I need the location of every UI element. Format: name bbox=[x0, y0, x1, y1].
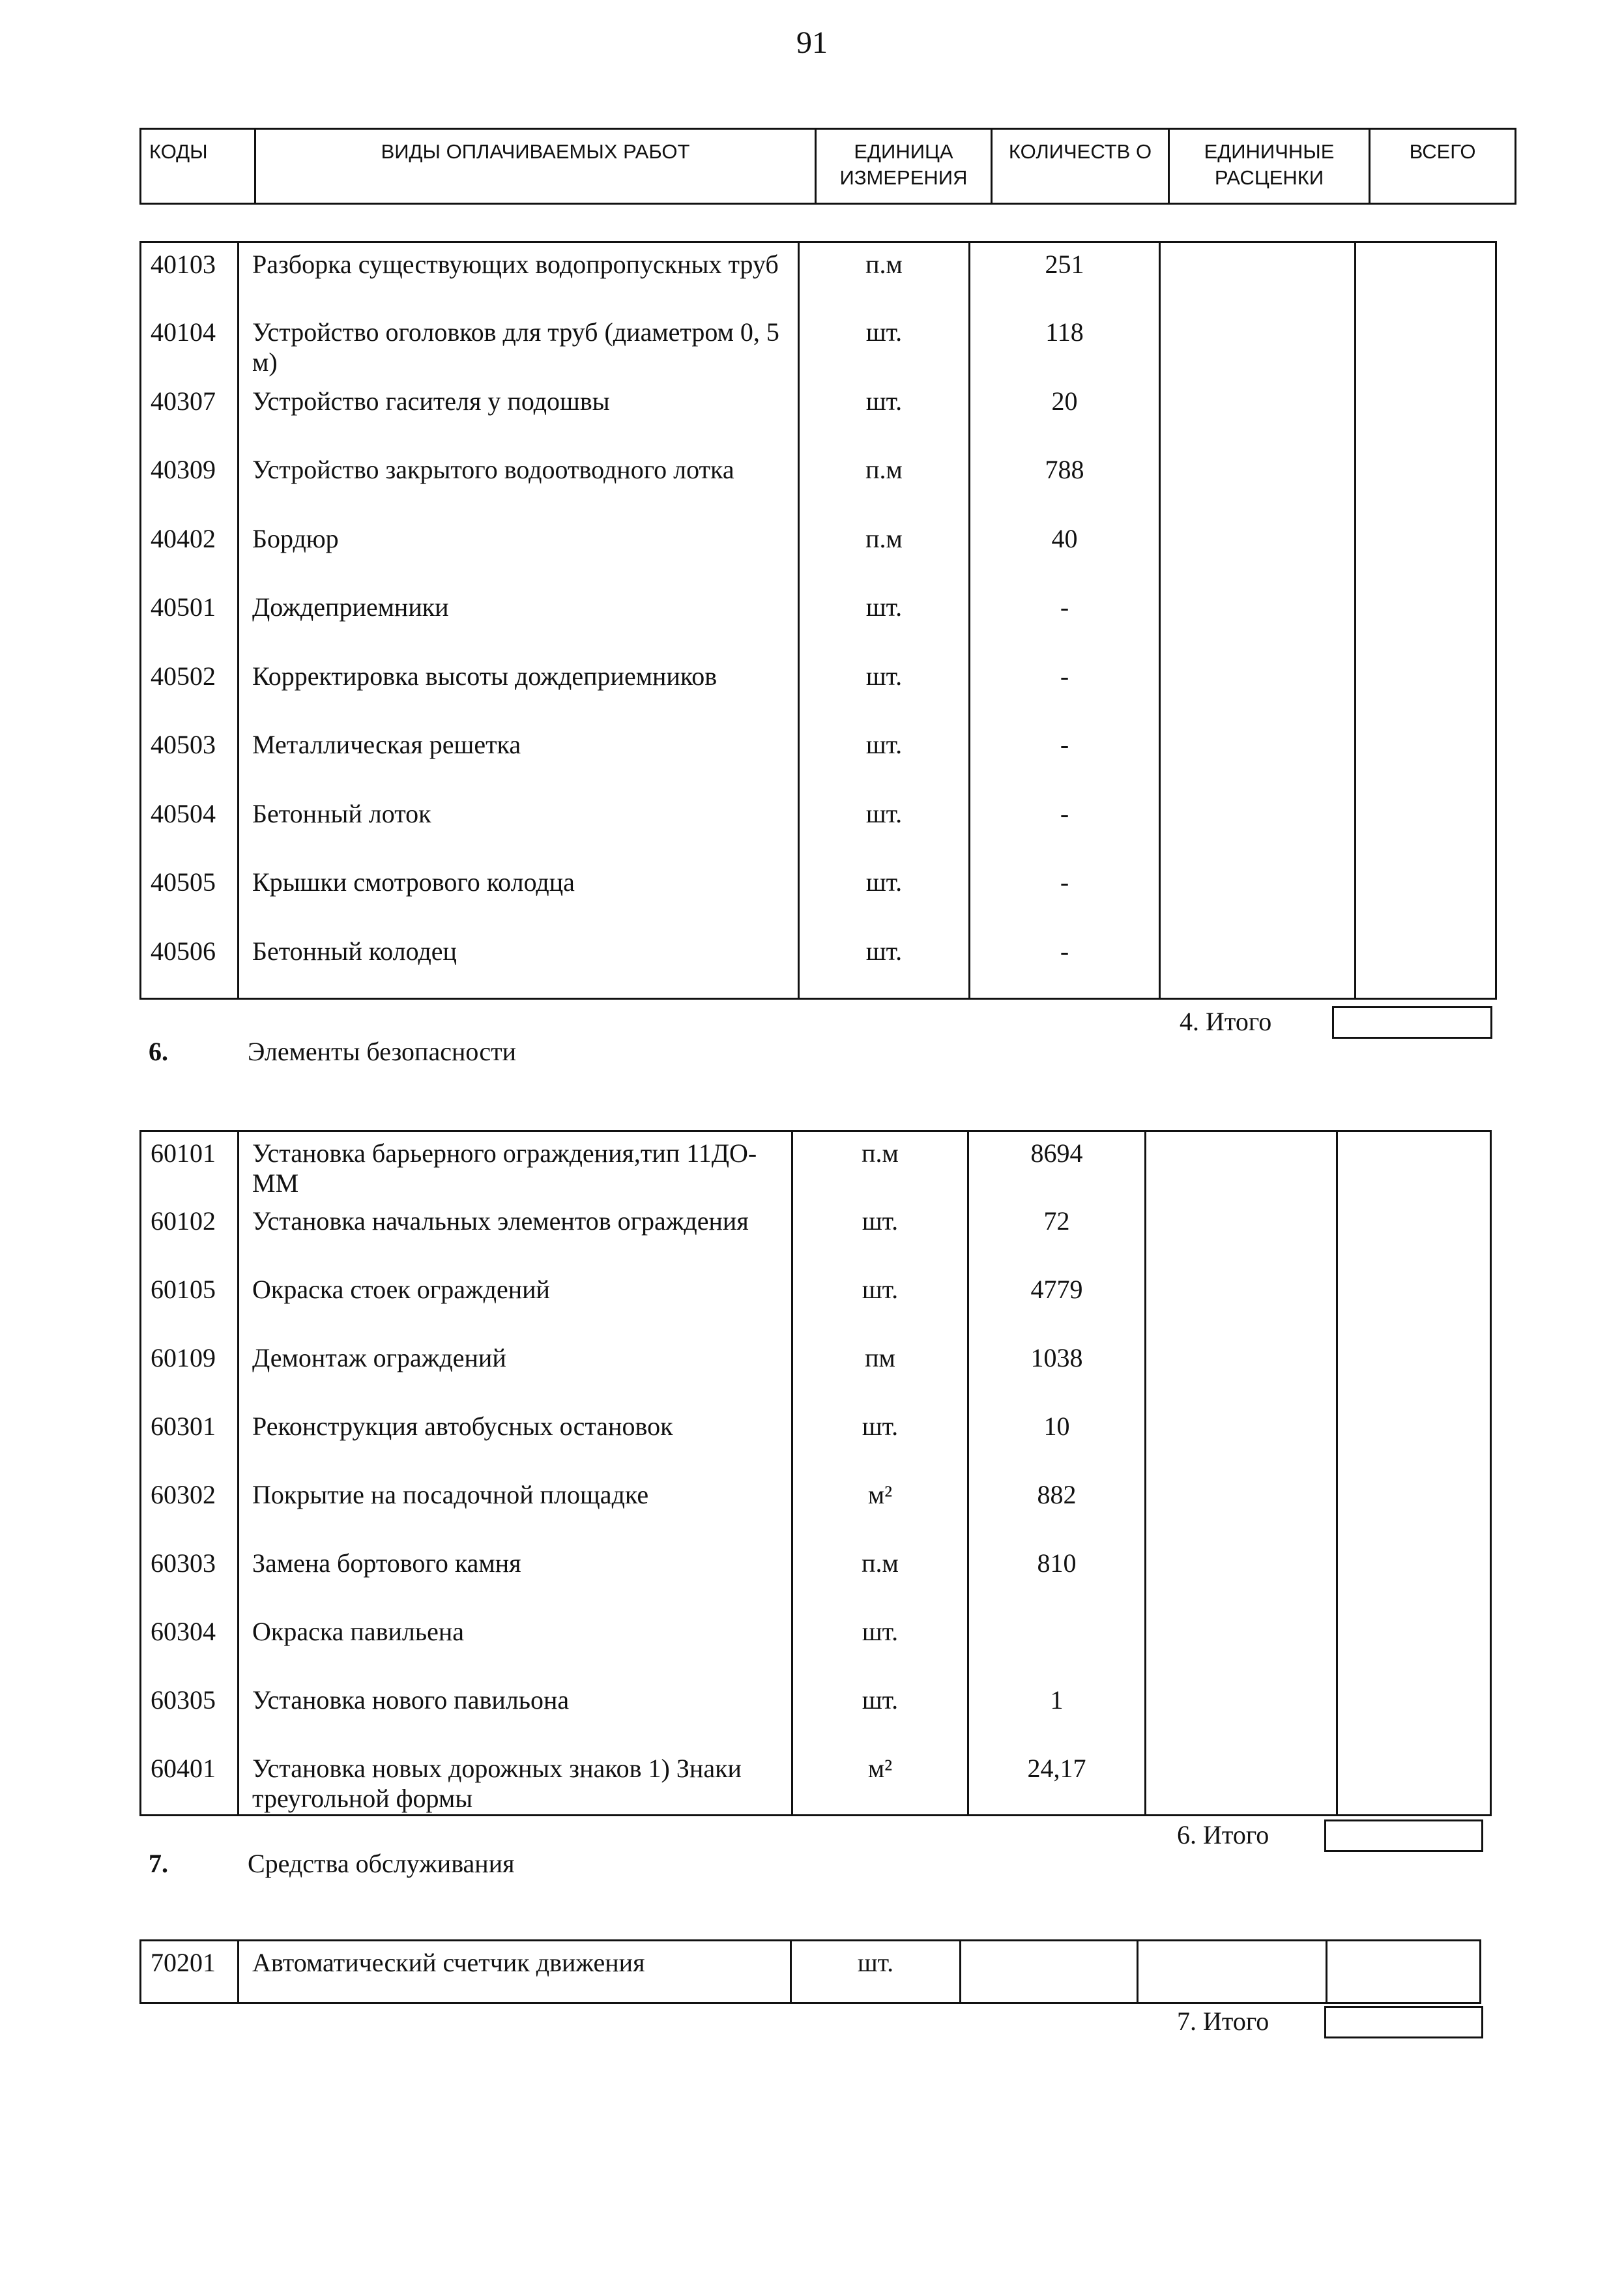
row-quantity bbox=[968, 1610, 1146, 1679]
row-quantity: - bbox=[970, 861, 1160, 930]
section-7-total-label: 7. Итого bbox=[1177, 2007, 1269, 2036]
row-total-cell[interactable] bbox=[1337, 1747, 1491, 1816]
table-row bbox=[141, 380, 1496, 449]
row-code: 40502 bbox=[141, 655, 239, 724]
row-unit-rate-cell[interactable] bbox=[1138, 1941, 1327, 2003]
table-row bbox=[141, 861, 1496, 930]
header-qty: КОЛИЧЕСТВ О bbox=[992, 129, 1169, 204]
table-row bbox=[141, 1542, 1491, 1610]
row-unit-rate-cell[interactable] bbox=[1146, 1131, 1337, 1200]
row-unit-rate-cell[interactable] bbox=[1160, 380, 1356, 449]
row-unit: шт. bbox=[799, 586, 970, 655]
row-unit-rate-cell[interactable] bbox=[1146, 1610, 1337, 1679]
row-unit: шт. bbox=[792, 1200, 968, 1268]
table-row bbox=[141, 1268, 1491, 1337]
row-work-name: Металлическая решетка bbox=[239, 723, 799, 792]
row-code: 60304 bbox=[141, 1610, 239, 1679]
row-total-cell[interactable] bbox=[1356, 517, 1496, 587]
row-work-name: Крышки смотрового колодца bbox=[239, 861, 799, 930]
row-unit: п.м bbox=[799, 517, 970, 587]
row-unit: шт. bbox=[792, 1610, 968, 1679]
row-unit-rate-cell[interactable] bbox=[1146, 1747, 1337, 1816]
row-code: 60303 bbox=[141, 1542, 239, 1610]
row-unit-rate-cell[interactable] bbox=[1160, 930, 1356, 999]
table-row bbox=[141, 448, 1496, 517]
row-code: 40103 bbox=[141, 242, 239, 312]
row-quantity: - bbox=[970, 723, 1160, 792]
row-code: 40309 bbox=[141, 448, 239, 517]
row-total-cell[interactable] bbox=[1356, 655, 1496, 724]
row-total-cell[interactable] bbox=[1337, 1542, 1491, 1610]
row-unit: шт. bbox=[799, 861, 970, 930]
row-unit: м² bbox=[792, 1747, 968, 1816]
row-work-name: Устройство закрытого водоотводного лотка bbox=[239, 448, 799, 517]
section-7-table bbox=[139, 1939, 1481, 2004]
table-row bbox=[141, 1131, 1491, 1200]
table-row bbox=[141, 655, 1496, 724]
row-total-cell[interactable] bbox=[1356, 242, 1496, 312]
row-unit-rate-cell[interactable] bbox=[1146, 1405, 1337, 1473]
row-unit-rate-cell[interactable] bbox=[1146, 1473, 1337, 1542]
row-unit: пм bbox=[792, 1337, 968, 1405]
header-total: ВСЕГО bbox=[1370, 129, 1516, 204]
row-unit-rate-cell[interactable] bbox=[1160, 448, 1356, 517]
row-quantity: 788 bbox=[970, 448, 1160, 517]
table-row bbox=[141, 792, 1496, 862]
row-work-name: Дождеприемники bbox=[239, 586, 799, 655]
row-quantity: 1 bbox=[968, 1679, 1146, 1747]
row-work-name: Демонтаж ограждений bbox=[239, 1337, 792, 1405]
row-code: 40506 bbox=[141, 930, 239, 999]
row-total-cell[interactable] bbox=[1356, 586, 1496, 655]
row-unit: шт. bbox=[799, 311, 970, 380]
table-row bbox=[141, 1473, 1491, 1542]
row-quantity: - bbox=[970, 655, 1160, 724]
row-unit-rate-cell[interactable] bbox=[1146, 1337, 1337, 1405]
row-total-cell[interactable] bbox=[1356, 380, 1496, 449]
row-code: 40307 bbox=[141, 380, 239, 449]
row-quantity: 882 bbox=[968, 1473, 1146, 1542]
row-unit: шт. bbox=[799, 723, 970, 792]
row-quantity: 20 bbox=[970, 380, 1160, 449]
row-code: 40503 bbox=[141, 723, 239, 792]
row-total-cell[interactable] bbox=[1327, 1941, 1481, 2003]
row-quantity: 1038 bbox=[968, 1337, 1146, 1405]
section-7-title: Средства обслуживания bbox=[248, 1849, 515, 1878]
row-unit-rate-cell[interactable] bbox=[1160, 655, 1356, 724]
row-code: 60109 bbox=[141, 1337, 239, 1405]
row-work-name: Окраска стоек ограждений bbox=[239, 1268, 792, 1337]
row-unit-rate-cell[interactable] bbox=[1146, 1200, 1337, 1268]
row-code: 40505 bbox=[141, 861, 239, 930]
row-total-cell[interactable] bbox=[1337, 1337, 1491, 1405]
table-row bbox=[141, 930, 1496, 999]
row-quantity: 40 bbox=[970, 517, 1160, 587]
row-quantity: 10 bbox=[968, 1405, 1146, 1473]
row-quantity: 8694 bbox=[968, 1131, 1146, 1200]
table-row bbox=[141, 517, 1496, 587]
section-4-total-box[interactable] bbox=[1332, 1006, 1492, 1039]
row-code: 40104 bbox=[141, 311, 239, 380]
table-row bbox=[141, 311, 1496, 380]
section-7-number: 7. bbox=[149, 1849, 168, 1878]
row-unit-rate-cell[interactable] bbox=[1146, 1268, 1337, 1337]
row-total-cell[interactable] bbox=[1337, 1610, 1491, 1679]
row-code: 60302 bbox=[141, 1473, 239, 1542]
page-number: 91 bbox=[796, 25, 828, 60]
row-quantity: - bbox=[970, 930, 1160, 999]
row-unit: п.м bbox=[792, 1542, 968, 1610]
row-unit-rate-cell[interactable] bbox=[1146, 1679, 1337, 1747]
row-unit: п.м bbox=[799, 448, 970, 517]
table-row bbox=[141, 1747, 1491, 1816]
row-work-name: Установка начальных элементов ограждения bbox=[239, 1200, 792, 1268]
section-6-title: Элементы безопасности bbox=[248, 1037, 517, 1066]
row-total-cell[interactable] bbox=[1337, 1473, 1491, 1542]
section-4-total-label: 4. Итого bbox=[1180, 1007, 1272, 1036]
table-row bbox=[141, 1405, 1491, 1473]
table-row bbox=[141, 1941, 1481, 2003]
section-6-total-label: 6. Итого bbox=[1177, 1820, 1269, 1849]
section-6-total-box[interactable] bbox=[1324, 1819, 1483, 1852]
section-6-table bbox=[139, 1130, 1492, 1816]
row-work-name: Покрытие на посадочной площадке bbox=[239, 1473, 792, 1542]
table-row bbox=[141, 242, 1496, 312]
row-total-cell[interactable] bbox=[1356, 930, 1496, 999]
row-unit-rate-cell[interactable] bbox=[1146, 1542, 1337, 1610]
row-unit-rate-cell[interactable] bbox=[1160, 792, 1356, 862]
table-row bbox=[141, 1679, 1491, 1747]
row-work-name: Установка нового павильона bbox=[239, 1679, 792, 1747]
row-work-name: Корректировка высоты дождеприемников bbox=[239, 655, 799, 724]
row-work-name: Окраска павильена bbox=[239, 1610, 792, 1679]
row-code: 60102 bbox=[141, 1200, 239, 1268]
row-quantity bbox=[961, 1941, 1138, 2003]
row-quantity: 24,17 bbox=[968, 1747, 1146, 1816]
header-works: ВИДЫ ОПЛАЧИВАЕМЫХ РАБОТ bbox=[255, 129, 816, 204]
row-total-cell[interactable] bbox=[1356, 448, 1496, 517]
row-work-name: Бордюр bbox=[239, 517, 799, 587]
row-quantity: 72 bbox=[968, 1200, 1146, 1268]
row-code: 60301 bbox=[141, 1405, 239, 1473]
row-work-name: Устройство гасителя у подошвы bbox=[239, 380, 799, 449]
row-unit: п.м bbox=[799, 242, 970, 312]
row-work-name: Реконструкция автобусных остановок bbox=[239, 1405, 792, 1473]
row-work-name: Установка новых дорожных знаков 1) Знаки треугольной формы bbox=[239, 1747, 792, 1816]
row-unit: шт. bbox=[799, 655, 970, 724]
row-work-name: Устройство оголовков для труб (диаметром 0, 5 м) bbox=[239, 311, 799, 380]
row-code: 60101 bbox=[141, 1131, 239, 1200]
row-quantity: 4779 bbox=[968, 1268, 1146, 1337]
row-code: 40501 bbox=[141, 586, 239, 655]
row-unit-rate-cell[interactable] bbox=[1160, 723, 1356, 792]
table-row bbox=[141, 1337, 1491, 1405]
row-total-cell[interactable] bbox=[1337, 1405, 1491, 1473]
section-6-number: 6. bbox=[149, 1037, 168, 1066]
row-unit-rate-cell[interactable] bbox=[1160, 242, 1356, 312]
row-code: 40402 bbox=[141, 517, 239, 587]
table-row bbox=[141, 1610, 1491, 1679]
row-work-name: Установка барьерного ограждения,тип 11ДО-ММ bbox=[239, 1131, 792, 1200]
row-unit: м² bbox=[792, 1473, 968, 1542]
table-row bbox=[141, 586, 1496, 655]
row-quantity: 118 bbox=[970, 311, 1160, 380]
row-total-cell[interactable] bbox=[1337, 1200, 1491, 1268]
row-total-cell[interactable] bbox=[1337, 1131, 1491, 1200]
row-work-name: Бетонный колодец bbox=[239, 930, 799, 999]
row-unit: шт. bbox=[792, 1679, 968, 1747]
row-unit: шт. bbox=[799, 380, 970, 449]
header-rate: ЕДИНИЧНЫЕ РАСЦЕНКИ bbox=[1169, 129, 1370, 204]
row-code: 60401 bbox=[141, 1747, 239, 1816]
row-work-name: Автоматический счетчик движения bbox=[239, 1941, 791, 2003]
row-code: 60105 bbox=[141, 1268, 239, 1337]
row-unit-rate-cell[interactable] bbox=[1160, 586, 1356, 655]
column-header-table bbox=[139, 128, 1516, 205]
row-total-cell[interactable] bbox=[1356, 723, 1496, 792]
row-unit: п.м bbox=[792, 1131, 968, 1200]
row-total-cell[interactable] bbox=[1337, 1679, 1491, 1747]
row-unit-rate-cell[interactable] bbox=[1160, 311, 1356, 380]
header-codes: КОДЫ bbox=[141, 129, 255, 204]
row-quantity: - bbox=[970, 586, 1160, 655]
row-code: 70201 bbox=[141, 1941, 239, 2003]
row-unit: шт. bbox=[791, 1941, 961, 2003]
row-quantity: 251 bbox=[970, 242, 1160, 312]
row-quantity: - bbox=[970, 792, 1160, 862]
row-total-cell[interactable] bbox=[1356, 861, 1496, 930]
row-unit: шт. bbox=[792, 1405, 968, 1473]
row-code: 60305 bbox=[141, 1679, 239, 1747]
row-work-name: Бетонный лоток bbox=[239, 792, 799, 862]
row-work-name: Замена бортового камня bbox=[239, 1542, 792, 1610]
row-unit: шт. bbox=[799, 930, 970, 999]
row-total-cell[interactable] bbox=[1337, 1268, 1491, 1337]
row-work-name: Разборка существующих водопропускных труб bbox=[239, 242, 799, 312]
row-unit: шт. bbox=[792, 1268, 968, 1337]
row-total-cell[interactable] bbox=[1356, 792, 1496, 862]
table-row bbox=[141, 723, 1496, 792]
row-unit: шт. bbox=[799, 792, 970, 862]
header-unit: ЕДИНИЦА ИЗМЕРЕНИЯ bbox=[816, 129, 992, 204]
section-7-total-box[interactable] bbox=[1324, 2006, 1483, 2038]
row-quantity: 810 bbox=[968, 1542, 1146, 1610]
row-total-cell[interactable] bbox=[1356, 311, 1496, 380]
row-unit-rate-cell[interactable] bbox=[1160, 861, 1356, 930]
section-4-table bbox=[139, 241, 1497, 1000]
row-unit-rate-cell[interactable] bbox=[1160, 517, 1356, 587]
table-row bbox=[141, 1200, 1491, 1268]
row-code: 40504 bbox=[141, 792, 239, 862]
